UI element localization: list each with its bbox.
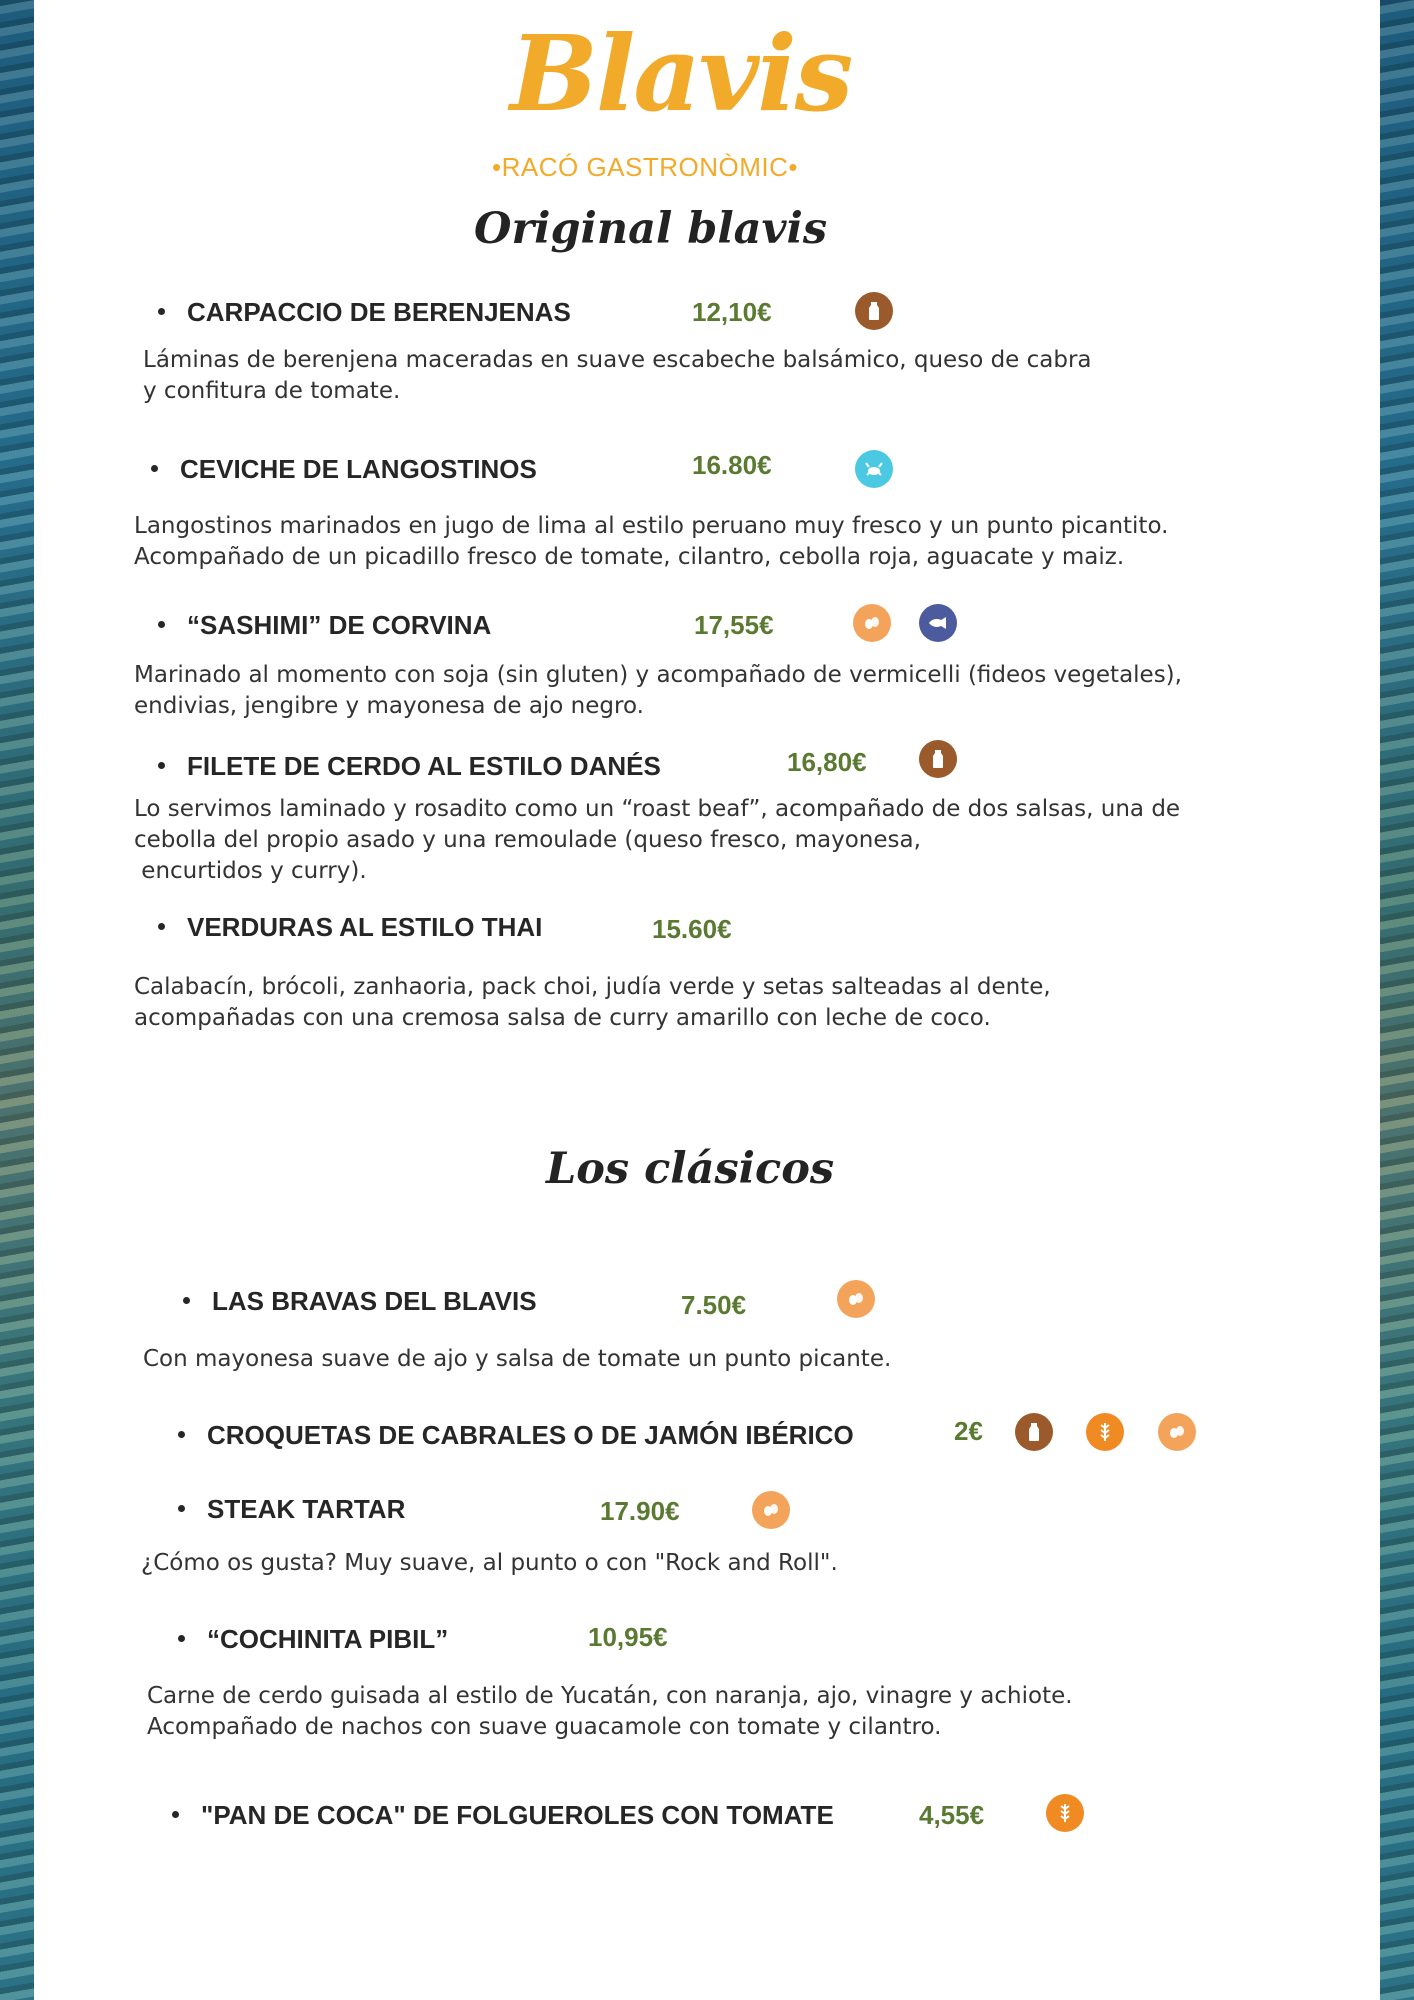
egg-icon (853, 604, 891, 642)
menu-item-price: 16,80€ (787, 747, 867, 777)
menu-item-description: Langostinos marinados en jugo de lima al estilo peruano muy fresco y un punto picantito. Acompañado de un picadillo fresco de tomate, cilantro, cebolla roja, aguacate y maiz. (134, 513, 1169, 570)
bullet (178, 1505, 185, 1512)
milk-icon (1015, 1413, 1053, 1451)
bullet (158, 923, 165, 930)
egg-icon (837, 1280, 875, 1318)
milk-icon (919, 740, 957, 778)
menu-item-price: 10,95€ (588, 1622, 668, 1652)
menu-item-price: 15.60€ (652, 914, 732, 944)
menu-item-price: 7.50€ (681, 1290, 747, 1320)
menu-item-description: Carne de cerdo guisada al estilo de Yucatán, con naranja, ajo, vinagre y achiote. Acompañado de nachos con suave guacamole con tomate y cilantro. (147, 1683, 1073, 1740)
menu-item-price: 17.90€ (600, 1496, 680, 1526)
menu-item-name: CEVICHE DE LANGOSTINOS (151, 456, 537, 482)
decorative-border-right (1380, 0, 1414, 2000)
bullet (158, 762, 165, 769)
section-title-original: Original blavis (474, 204, 828, 254)
gluten-icon (1046, 1794, 1084, 1832)
menu-item-name: VERDURAS AL ESTILO THAI (158, 914, 542, 940)
menu-item-name: "PAN DE COCA" DE FOLGUEROLES CON TOMATE (172, 1802, 834, 1828)
logo: Blavis (510, 12, 852, 135)
menu-item-description: ¿Cómo os gusta? Muy suave, al punto o con "Rock and Roll". (141, 1550, 838, 1576)
bullet (172, 1811, 179, 1818)
bullet (178, 1635, 185, 1642)
egg-icon (752, 1491, 790, 1529)
menu-item-description: Marinado al momento con soja (sin gluten) y acompañado de vermicelli (fideos vegetales), endivias, jengibre y mayonesa de ajo negro. (134, 662, 1182, 719)
section-title-clasicos: Los clásicos (546, 1144, 835, 1194)
menu-item-name: “SASHIMI” DE CORVINA (158, 612, 491, 638)
menu-item-name: FILETE DE CERDO AL ESTILO DANÉS (158, 753, 661, 779)
fish-icon (919, 604, 957, 642)
menu-item-description: Calabacín, brócoli, zanhaoria, pack choi, judía verde y setas salteadas al dente, acompañadas con una cremosa salsa de curry amarillo con leche de coco. (134, 974, 1051, 1031)
egg-icon (1158, 1413, 1196, 1451)
menu-item-price: 12,10€ (692, 297, 772, 327)
bullet (183, 1297, 190, 1304)
menu-item-price: 4,55€ (919, 1800, 985, 1830)
menu-item-price: 2€ (954, 1416, 983, 1446)
crustacean-icon (855, 450, 893, 488)
gluten-icon (1086, 1413, 1124, 1451)
menu-item-name: LAS BRAVAS DEL BLAVIS (183, 1288, 537, 1314)
decorative-border-left (0, 0, 34, 2000)
bullet (178, 1431, 185, 1438)
menu-item-description: Láminas de berenjena maceradas en suave escabeche balsámico, queso de cabra y confitura de tomate. (143, 347, 1092, 404)
menu-item-name: CROQUETAS DE CABRALES O DE JAMÓN IBÉRICO (178, 1422, 854, 1448)
bullet (151, 465, 158, 472)
milk-icon (855, 292, 893, 330)
menu-item-description: Lo servimos laminado y rosadito como un “roast beaf”, acompañado de dos salsas, una de cebolla del propio asado y una remoulade (queso fresco, mayonesa, encurtidos y curry). (134, 796, 1181, 884)
menu-item-description: Con mayonesa suave de ajo y salsa de tomate un punto picante. (143, 1346, 892, 1372)
menu-item-name: “COCHINITA PIBIL” (178, 1626, 448, 1652)
bullet (158, 621, 165, 628)
menu-item-name: STEAK TARTAR (178, 1496, 405, 1522)
tagline: •RACÓ GASTRONÒMIC• (492, 152, 798, 182)
menu-item-name: CARPACCIO DE BERENJENAS (158, 299, 571, 325)
menu-item-price: 16.80€ (692, 450, 772, 480)
menu-item-price: 17,55€ (694, 610, 774, 640)
bullet (158, 308, 165, 315)
